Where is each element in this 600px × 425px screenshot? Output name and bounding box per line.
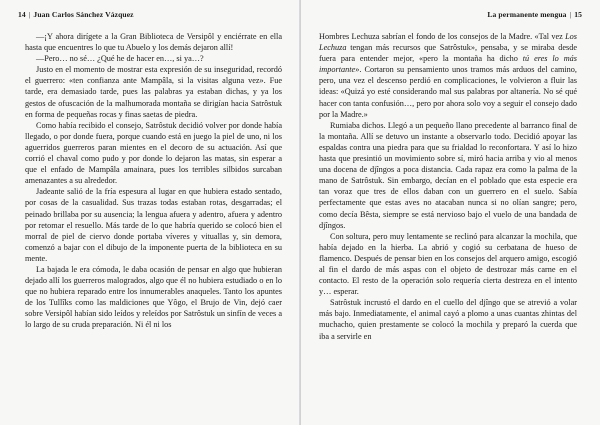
left-page-header: [18, 10, 134, 19]
running-head-title: La permanente mengua: [487, 10, 567, 19]
running-head-author: Juan Carlos Sánchez Vázquez: [33, 10, 134, 19]
paragraph: Rumiaba dichos. Llegó a un pequeño llano precedente al barranco final de la montaña. Allí se detuvo un instante a observarlo todo. Decidió apoyar las espaldas contra una piedra para que su frialdad lo reconfortara. Y así lo hizo hasta que presintió un movimiento sobre sí, miró hacia arriba y vio al menos una docena de djîngos a poca distancia. Cada rapaz era como la palma de la mano de Satrôstuk. Sin embargo, decían en el poblado que esta especie era tan voraz que tres de ellos daban con un guerrero en el suelo. Sabía perfectamente que estas aves no atacaban nunca si no olían sangre; pero, como decía Bêsta, siempre se está nervioso bajo el vuelo de una bandada de djîngos.: [319, 120, 577, 230]
right-page-header: [487, 10, 582, 19]
paragraph: Hombres Lechuza sabrían el fondo de los consejos de la Madre. «Tal vez Los Lechuza tengan más recursos que Satrôstuk», pensaba, y se miraba desde fuera para entender mejor, «pero la montaña ha dicho tú eres lo más importante». Cortaron su pensamiento unos tramos más arduos del camino, pero, una vez el descenso perdió en complicaciones, le volvieron a fluir las ideas: «Quizá yo esté considerando mal sus palabras por altanería. No sé qué hacer con tanta confusión…, pero por ahora solo voy a seguir el consejo dado por la Madre.»: [319, 32, 577, 119]
paragraph: —Pero… no sé… ¿Qué he de hacer en…, si ya…?: [36, 54, 204, 64]
right-page: [300, 0, 600, 425]
page-number: 14: [18, 10, 26, 19]
paragraph: Con soltura, pero muy lentamente se reclinó para alcanzar la mochila, que había dejado en la hierba. La abrió y cogió su cerbatana de hueso de flamenco. Después de pensar bien en los consejos del arquero amigo, escogió al fin el dardo de más aspas con el objeto de destrozar más carne en el contacto. El resto de la operación solo requería cierta destreza en el intento y… esperar.: [319, 231, 577, 297]
header-separator: |: [28, 10, 31, 19]
left-page-body: [25, 31, 282, 331]
paragraph: Como había recibido el consejo, Satrôstuk decidió volver por donde había llegado, o por donde fuera, porque cuando está en juego la piel de uno, ni los aguerridos guerreros paran mientes en el decoro de su actuación. Así que corrió el chaval como pudo y por donde lo dejaron las matas, sin esperar a que el enfado de Mampâla amainara, pues los terribles silbidos surcaban amenazantes a su alrededor.: [25, 120, 282, 186]
paragraph: Justo en el momento de mostrar esta expresión de su inseguridad, recordó el guerrero: «ten confianza ante Mampâla, si la visitas alguna vez». Fue tarde, era demasiado tarde, pues las palabras ya estaban dichas, y ya los gestos de ofuscación de la malhumorada montaña se dirigían hacia Satrôstuk en forma de pequeñas rocas y finas saetas de piedra.: [25, 65, 282, 119]
header-separator: |: [569, 10, 572, 19]
paragraph: Satrôstuk incrustó el dardo en el cuello del djîngo que se atrevió a volar más bajo. Inmediatamente, el animal cayó a plomo a unas cuantas zhintas del muchacho, quien prestamente se colocó la mochila y preparó la cuerda que iba a servirle en: [319, 298, 577, 341]
paragraph: —¡Y ahora dirígete a la Gran Biblioteca de Versipôl y enciérrate en ella hasta que encuentres lo que tu Abuelo y los demás dejaron allí!: [25, 32, 282, 53]
paragraph: La bajada le era cómoda, le daba ocasión de pensar en algo que hubieran dejado allí los guerreros malogrados, algo que él no hubiera estudiado o en lo que no hubiera reparado entre los innumerables anaqueles. Tanto los apuntes de los Tullîks como las maldiciones que Yôgo, el Brujo de Vin, dejó caer sobre Versipôl habían sido leídos y releídos por Satrôstuk un sinfín de veces a lo largo de su cruda preparación. Ni él ni los: [25, 264, 282, 330]
right-page-body: [319, 31, 577, 342]
page-number: 15: [574, 10, 582, 19]
paragraph: Jadeante salió de la fría espesura al lugar en que hubiera estado sentado, por cosas de la casualidad. Sus trazas todas estaban rotas, desgarradas; el peinado brillaba por su ausencia; la lengua afuera y adentro, afuera y adentro por retomar el resuello. Más tarde de lo que habría querido se colocó bien el morral de piel de ciervo donde portaba víveres y vituallas y, sin demora, comenzó a bajar con el dibujo de la imponente puerta de la biblioteca en su mente.: [25, 187, 282, 263]
